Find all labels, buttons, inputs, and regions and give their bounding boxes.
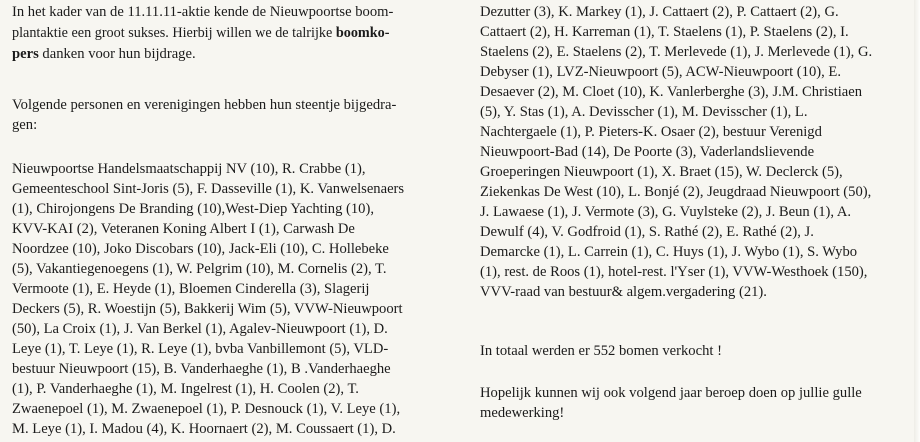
list-line: (5), Y. Stas (1), A. Devisscher (1), M. Devisscher (1), L. — [480, 104, 808, 120]
list-line: Gemeenteschool Sint-Joris (5), F. Dasseville (1), K. Vanwelsenaers — [12, 181, 405, 197]
list-line: Noordzee (10), Joko Discobars (10), Jack-Eli (10), C. Hollebeke — [12, 241, 389, 257]
list-line: J. Lawaese (1), J. Vermote (3), G. Vuylsteke (2), J. Beun (1), A. — [480, 204, 852, 220]
list-line: KVV-KAI (2), Veteranen Koning Albert I (1), Carwash De — [12, 221, 355, 237]
list-line: Ziekenkas De West (10), L. Bonjé (2), Jeugdraad Nieuwpoort (50), — [480, 184, 872, 200]
list-line: Dewulf (4), V. Godfroid (1), S. Rathé (2), E. Rathé (2), J. — [480, 224, 814, 240]
intro-line-1: In het kader van de 11.11.11-aktie kende de Nieuwpoortse boom- — [12, 4, 394, 20]
list-line: (1), Chirojongens De Branding (10),West-Diep Yachting (10), — [12, 201, 374, 217]
paper-edge — [914, 0, 920, 442]
intro-line-3-text: danken voor hun bijdrage. — [38, 46, 196, 62]
list-line: (50), La Croix (1), J. Van Berkel (1), Agalev-Nieuwpoort (1), D. — [12, 321, 388, 337]
list-line: Demarcke (1), L. Carrein (1), C. Huys (1), J. Wybo (1), S. Wybo — [480, 244, 858, 260]
list-line: VVV-raad van bestuur& algem.vergadering (21). — [480, 284, 767, 300]
list-line: (1), rest. de Roos (1), hotel-rest. l'Yser (1), VVW-Westhoek (150), — [480, 264, 868, 280]
list-line: (1), P. Vanderhaeghe (1), M. Ingelrest (1), H. Coolen (2), T. — [12, 381, 359, 397]
intro-line-2-text: plantaktie een groot sukses. Hierbij willen we de talrijke — [12, 25, 336, 41]
list-line: Vermoote (1), E. Heyde (1), Bloemen Cinderella (3), Slagerij — [12, 281, 370, 297]
list-line: Debyser (1), LVZ-Nieuwpoort (5), ACW-Nieuwpoort (10), E. — [480, 64, 841, 80]
closing-line-1: Hopelijk kunnen wij ook volgend jaar beroep doen op jullie gulle — [480, 385, 862, 401]
list-line: Deckers (5), R. Woestijn (5), Bakkerij Wim (5), VVW-Nieuwpoort — [12, 301, 403, 317]
intro-line-3 — [12, 45, 196, 63]
list-line: Groeperingen Nieuwpoort (1), X. Braet (15), W. Declerck (5), — [480, 164, 843, 180]
closing-line-2: medewerking! — [480, 405, 565, 421]
list-line: Nieuwpoort-Bad (14), De Poorte (3), Vaderlandslievende — [480, 144, 815, 160]
list-line: bestuur Nieuwpoort (15), B. Vanderhaeghe (1), B .Vanderhaeghe — [12, 361, 391, 377]
intro-bold-boomkopers-2: pers — [12, 46, 39, 62]
list-line: Leye (1), T. Leye (1), R. Leye (1), bvba Vanbillemont (5), VLD- — [12, 341, 389, 357]
list-line: Nieuwpoortse Handelsmaatschappij NV (10), R. Crabbe (1), — [12, 161, 366, 177]
contributors-intro-line-1: Volgende personen en verenigingen hebben hun steentje bijgedra- — [12, 97, 397, 113]
contributors-intro-line-2: gen: — [12, 117, 38, 133]
list-line: (5), Vakantiegenoegens (1), W. Pelgrim (10), M. Cornelis (2), T. — [12, 261, 387, 277]
list-line: Desaever (2), M. Cloet (10), K. Vanlerberghe (3), J.M. Christiaen — [480, 84, 863, 100]
list-line: M. Leye (1), I. Madou (4), K. Hoornaert (2), M. Coussaert (1), D. — [12, 421, 396, 437]
total-trees-sold: In totaal werden er 552 bomen verkocht ! — [480, 343, 722, 359]
list-line: Dezutter (3), K. Markey (1), J. Cattaert (2), P. Cattaert (2), G. — [480, 4, 839, 20]
intro-bold-boomkopers-1: boomko- — [335, 25, 390, 41]
list-line: Staelens (2), E. Staelens (2), T. Merlevede (1), J. Merlevede (1), G. — [480, 44, 873, 60]
intro-line-2 — [12, 24, 389, 42]
list-line: Nachtergaele (1), P. Pieters-K. Osaer (2), bestuur Verenigd — [480, 124, 822, 140]
list-line: Cattaert (2), H. Karreman (1), T. Staelens (1), P. Staelens (2), I. — [480, 24, 849, 40]
list-line: Zwaenepoel (1), M. Zwaenepoel (1), P. Desnouck (1), V. Leye (1), — [12, 401, 401, 417]
